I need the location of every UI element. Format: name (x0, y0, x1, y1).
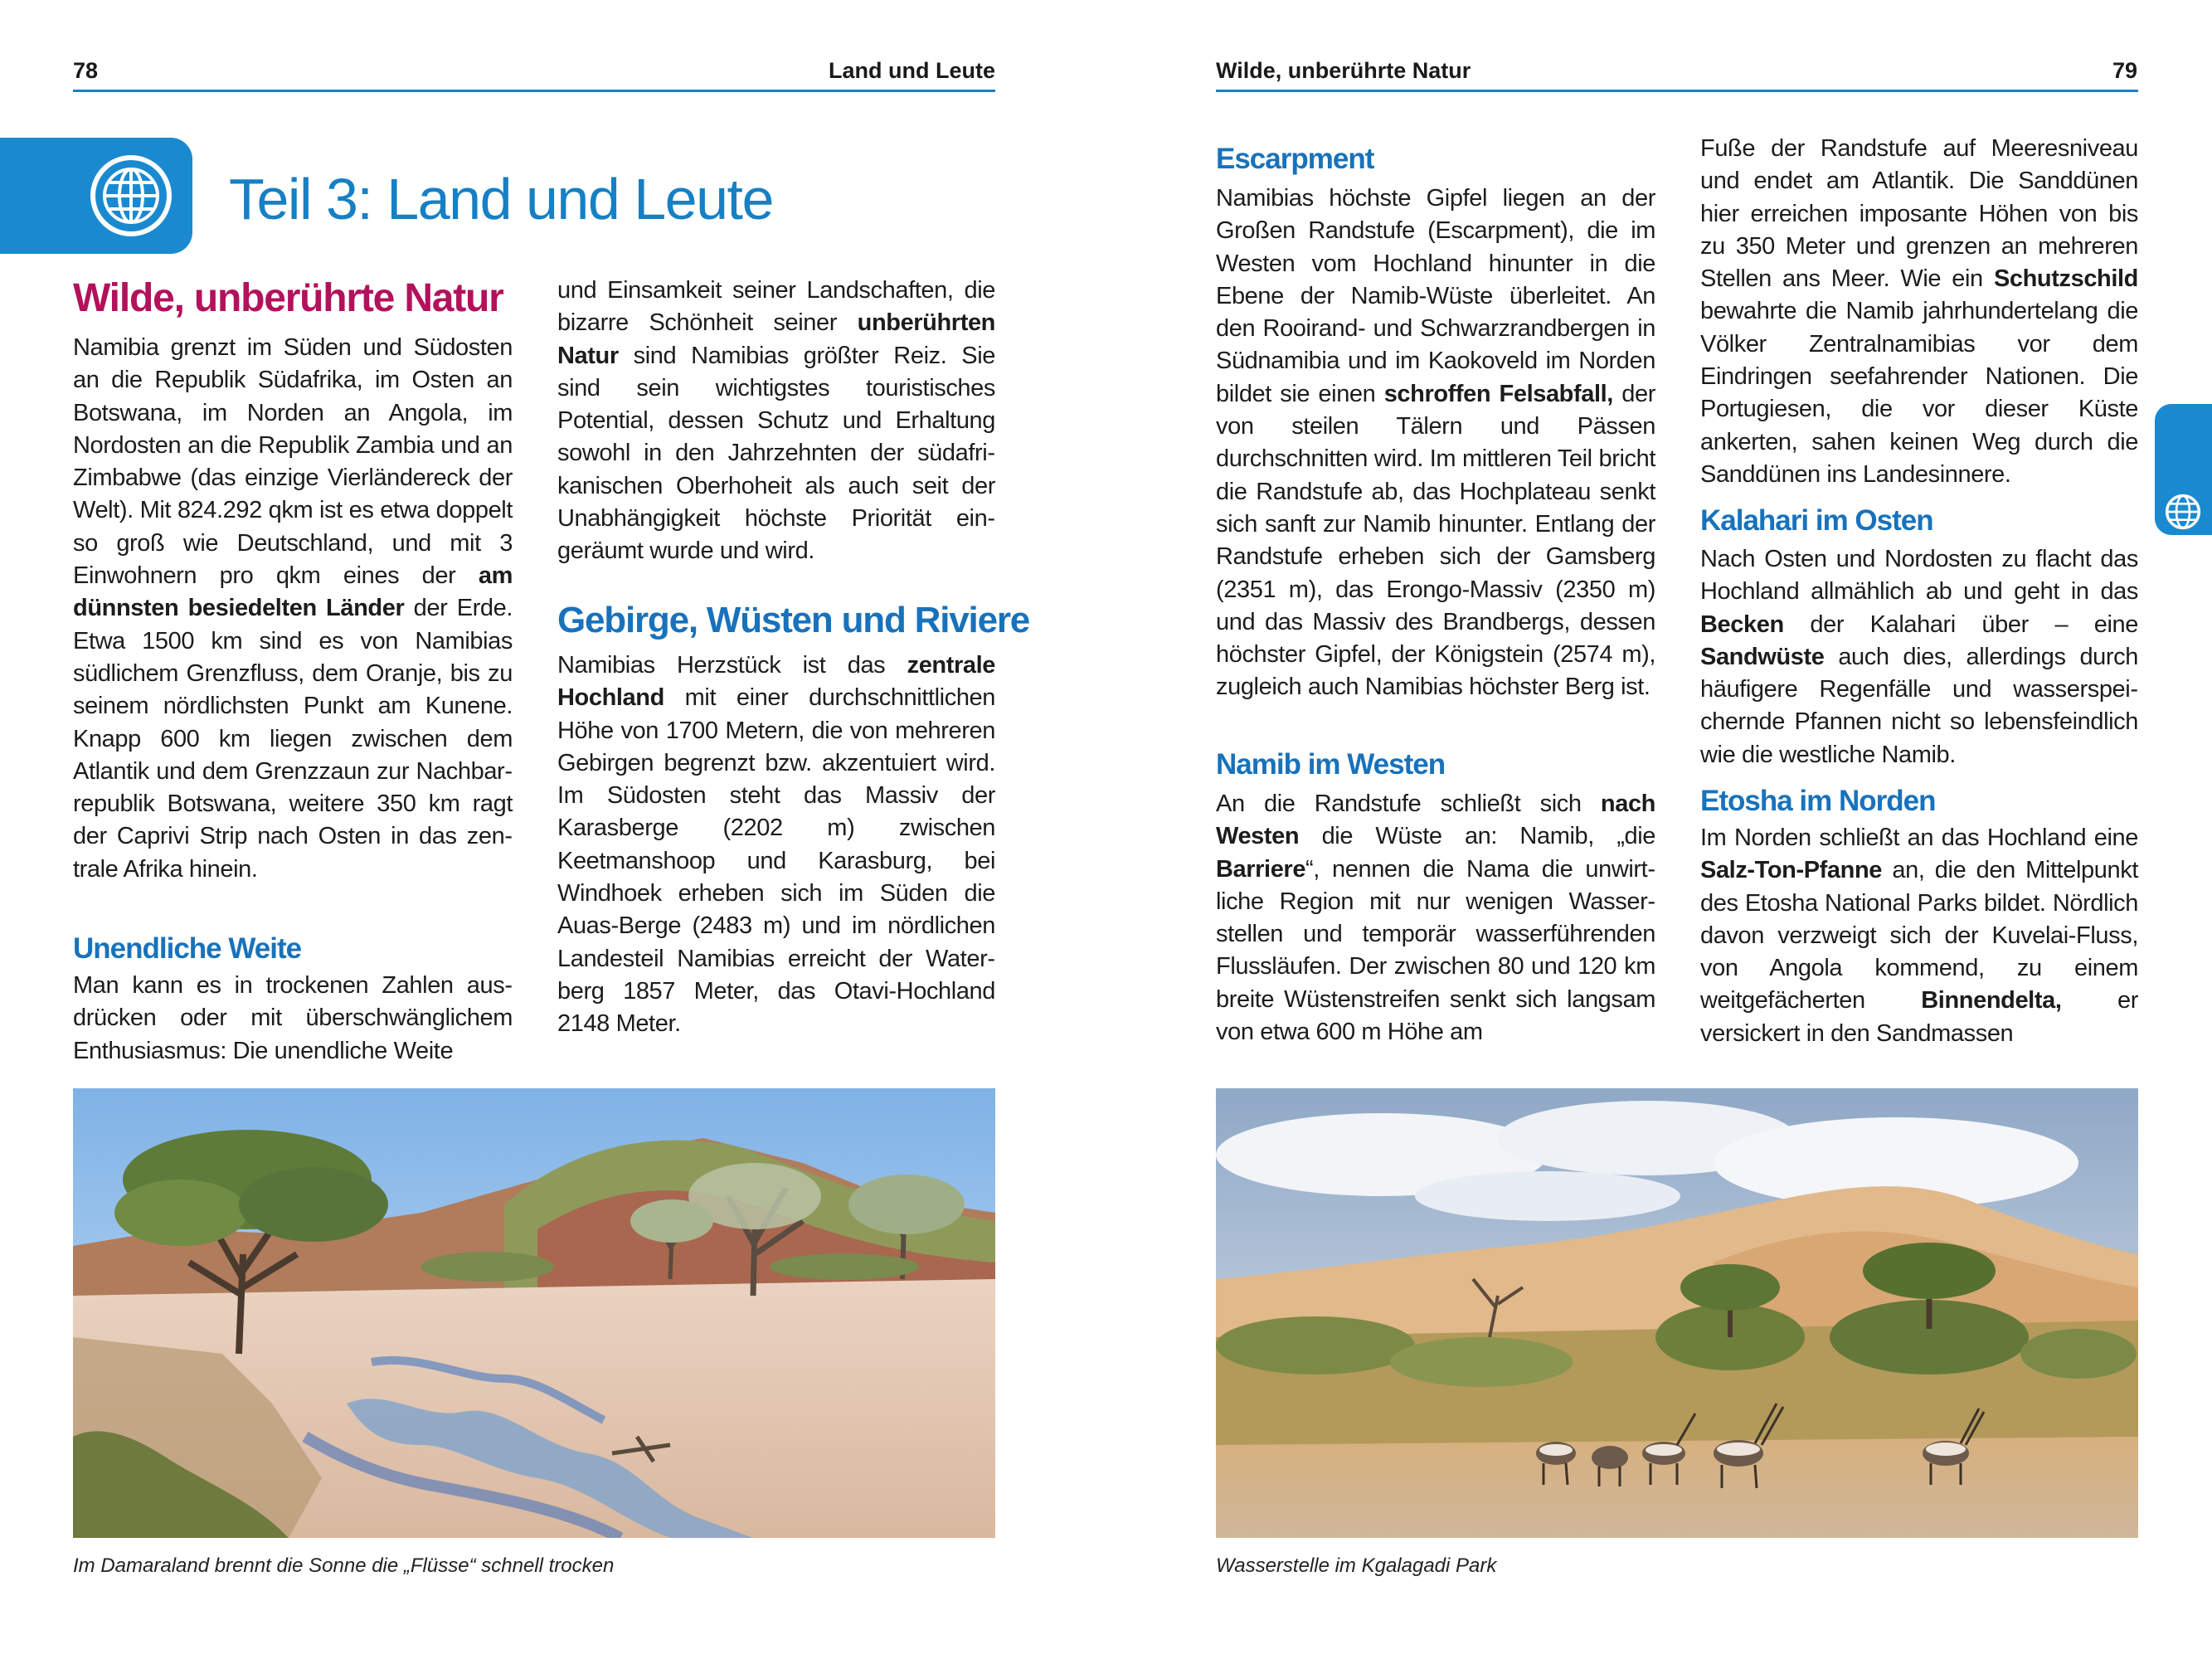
page-number-left: 78 (73, 58, 99, 83)
para-namib-continued: Fuße der Randstufe auf Meeresniveau und endet am Atlantik. Die Sanddünen hier erreichen imposante Höhen von bis zu 350 Meter und grenzen an mehreren Stellen ans Meer. Wie ein Schutzschild bewahrte die Namib jahrhundertelang die Völker Zentralnamibias vor dem Eindringen seefahrender Nationen. Die Portugiesen, die vor dieser Küste ankerten, sahen keinen Weg durch die Sanddünen ins Landesinnere. (1700, 135, 2138, 488)
globe-icon (2165, 494, 2201, 530)
para-weite-continued: und Einsamkeit seiner Landschaften, die bizarre Schönheit seiner unberührten Natur sind Namibias größter Reiz. Sie sind sein wichtigstes touristisches Potential, dessen Schutz und Erhaltung sowohl in den Jahrzehnten der südafrikanischen Oberhoheit als auch seit der Unabhängigkeit höchste Priorität eingeräumt wurde und wird. (557, 277, 995, 565)
heading-gebirge: Gebirge, Wüsten und Riviere (557, 600, 1030, 640)
header-rule-right (1216, 90, 2138, 92)
heading-escarpment: Escarpment (1216, 143, 1374, 175)
para-kalahari: Nach Osten und Nordosten zu flacht das Hochland allmählich ab und geht in das Becken der Kalahari über – eine Sandwüste auch dies, allerdings durch häufigere Regenfälle und wasserspeichernde Pfannen nicht so lebensfeindlich wie die westliche Namib. (1700, 546, 2138, 768)
caption-left-photo: Im Damaraland brennt die Sonne die „Flüsse“ schnell trocken (73, 1554, 615, 1577)
photo-damaraland-riverbed (73, 1088, 995, 1538)
heading-unendliche-weite: Unendliche Weite (73, 932, 302, 965)
heading-namib: Namib im Westen (1216, 748, 1446, 781)
running-head-right: Wilde, unberührte Natur (1216, 58, 1471, 83)
heading-wilde-natur: Wilde, unberührte Natur (73, 276, 503, 320)
heading-kalahari: Kalahari im Osten (1700, 504, 1933, 537)
para-intro: Namibia grenzt im Süden und Südosten an die Republik Südafrika, im Osten an Botswana, im Norden an Angola, im Nordosten an die Republik Zambia und an Zimbabwe (das einzige Vierländereck der Welt). Mit 824.292 qkm ist es etwa doppelt so groß wie Deutschland, und mit 3 Einwohnern pro qkm eines der am dünnsten besiedelten Länder der Erde. Etwa 1500 km sind es von Namibias südlichem Grenzfluss, dem Oranje, bis zu seinem nördlichsten Punkt am Kunene. Knapp 600 km liegen zwischen dem Atlantik und dem Grenzzaun zur Nachbarrepublik Botswana, weitere 350 km ragt der Caprivi Strip nach Osten in das zentrale Afrika hinein. (73, 334, 513, 883)
photo-kgalagadi-waterhole (1216, 1088, 2138, 1538)
caption-right-photo: Wasserstelle im Kgalagadi Park (1216, 1554, 1497, 1577)
page-number-right: 79 (2112, 58, 2137, 83)
para-escarpment: Namibias höchste Gipfel liegen an der Großen Randstufe (Escarpment), die im Westen vom Hochland hinunter in die Ebene der Namib-Wüste überleitet. An den Rooirand- und Schwarzrandbergen in Südnamibia und im Kaokoveld im Norden bildet sie einen schroffen Felsabfall, der von steilen Tälern und Pässen durchschnitten wird. Im mittleren Teil bricht die Randstufe ab, das Hochplateau senkt sich sanft zur Namib hinunter. Entlang der Randstufe erheben sich der Gamsberg (2351 m), das Erongo-Massiv (2350 m) und das Massiv des Brandbergs, dessen höchster Gipfel, der Königstein (2574 m), zugleich auch Namibias höchster Berg ist. (1216, 185, 1655, 701)
para-gebirge: Namibias Herzstück ist das zentrale Hochland mit einer durchschnittlichen Höhe von 1700 Metern, die von mehreren Gebirgen begrenzt bzw. akzentuiert wird. Im Südosten steht das Massiv der Karasberge (2202 m) zwischen Keetmanshoop und Karasburg, bei Windhoek erheben sich im Süden die Auas-Berge (2483 m) und im nördlichen Landesteil Namibias erreicht der Waterberg 1857 Meter, das Otavi-Hochland 2148 Meter. (557, 652, 995, 1038)
part-title: Teil 3: Land und Leute (229, 167, 773, 231)
para-namib-start: An die Randstufe schließt sich nach Westen die Wüste an: Namib, „die Barriere“, nennen die Nama die unwirtliche Region mit nur wenigen Wasserstellen und temporär wasserführenden Flussläufen. Der zwischen 80 und 120 km breite Wüstenstreifen senkt sich langsam von etwa 600 m Höhe am (1216, 791, 1655, 1046)
heading-etosha: Etosha im Norden (1700, 785, 1936, 817)
header-rule-left (73, 90, 995, 92)
para-etosha: Im Norden schließt an das Hochland eine Salz-Ton-Pfanne an, die den Mittelpunkt des Etosha National Parks bildet. Nördlich davon verzweigt sich der Kuvelai-Fluss, von Angola kommend, zu einem weitgefächerten Binnendelta, er versickert in den Sandmassen (1700, 825, 2138, 1047)
globe-icon (90, 154, 173, 237)
running-head-left: Land und Leute (829, 58, 995, 83)
para-weite-start: Man kann es in trockenen Zahlen ausdrücken oder mit überschwänglichem Enthusiasmus: Die unendliche Weite (73, 972, 513, 1064)
